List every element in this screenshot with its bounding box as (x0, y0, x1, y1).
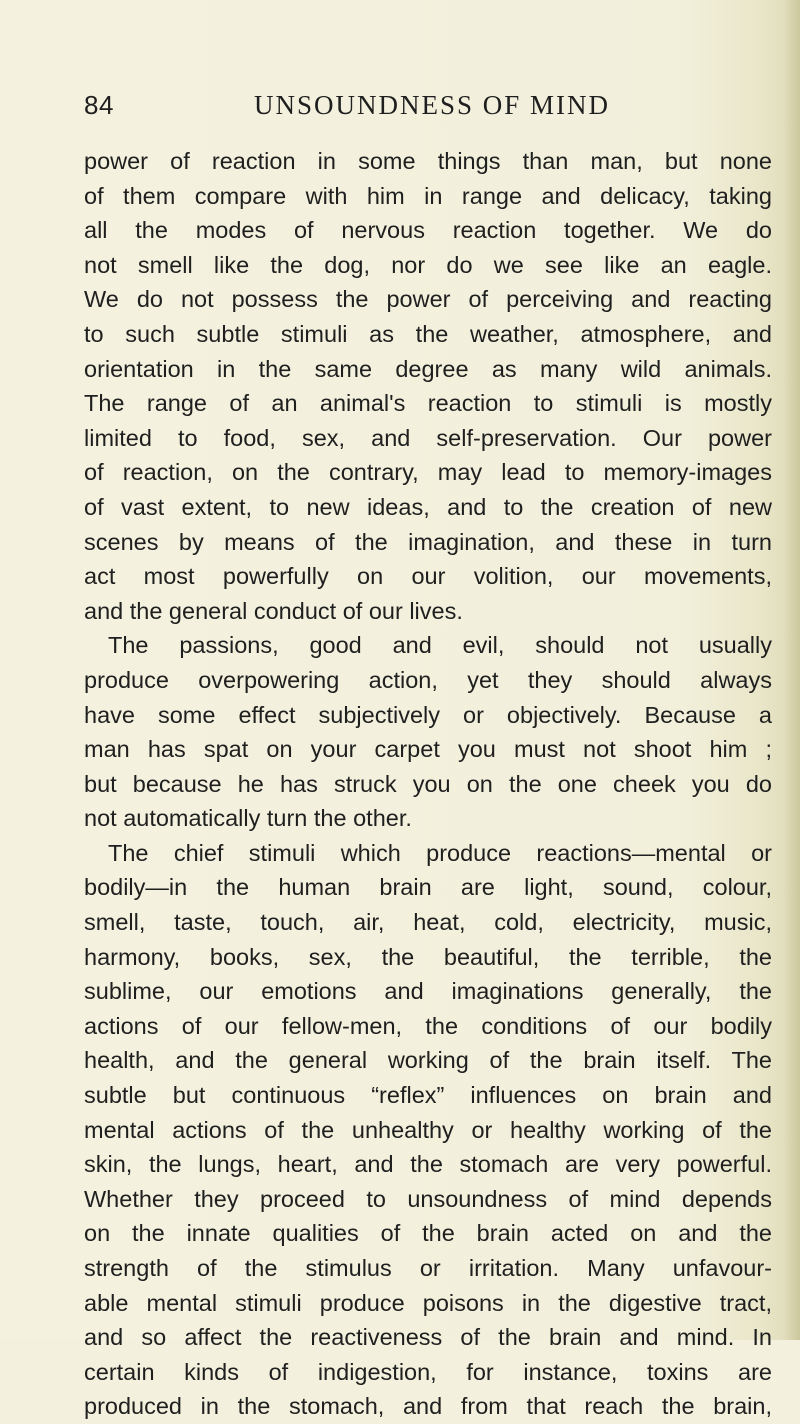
paragraph-start-line: The chief stimuli which produce reactions—mental or (108, 839, 772, 866)
text-line: subtle but continuous “reflex” influences on brain and (84, 1082, 772, 1109)
paragraph-start-line: The passions, good and evil, should not usually (108, 632, 772, 659)
text-line: of vast extent, to new ideas, and to the creation of new (84, 493, 772, 520)
text-line: We do not possess the power of perceiving and reacting (84, 286, 772, 313)
text-line: limited to food, sex, and self-preservation. Our power (84, 424, 772, 451)
text-line: of reaction, on the contrary, may lead to memory-images (84, 459, 772, 486)
text-line: have some effect subjectively or objectively. Because a (84, 701, 772, 728)
text-line: on the innate qualities of the brain acted on and the (84, 1220, 772, 1247)
text-line: and so affect the reactiveness of the brain and mind. In (84, 1324, 772, 1351)
text-line: bodily—in the human brain are light, sound, colour, (84, 874, 772, 901)
text-line: sublime, our emotions and imaginations generally, the (84, 978, 772, 1005)
text-line: smell, taste, touch, air, heat, cold, electricity, music, (84, 909, 772, 936)
text-line: all the modes of nervous reaction together. We do (84, 217, 772, 244)
page-header (84, 90, 694, 130)
text-line: harmony, books, sex, the beautiful, the terrible, the (84, 943, 772, 970)
text-line: power of reaction in some things than man, but none (84, 148, 772, 174)
text-line: man has spat on your carpet you must not shoot him ; (84, 736, 772, 763)
text-line: certain kinds of indigestion, for instance, toxins are (84, 1358, 772, 1385)
page-number: 84 (84, 90, 114, 120)
text-line: actions of our fellow-men, the conditions of our bodily (84, 1012, 772, 1039)
page-edge-shadow (784, 0, 800, 1340)
body-text (84, 144, 772, 1424)
text-line: and the general conduct of our lives. (84, 597, 463, 624)
text-line: of them compare with him in range and delicacy, taking (84, 182, 772, 209)
text-line: mental actions of the unhealthy or healthy working of the (84, 1116, 772, 1143)
text-line: Whether they proceed to unsoundness of mind depends (84, 1185, 772, 1212)
text-line: The range of an animal's reaction to stimuli is mostly (84, 390, 772, 417)
text-line: health, and the general working of the brain itself. The (84, 1047, 772, 1074)
text-line: able mental stimuli produce poisons in the digestive tract, (84, 1289, 772, 1316)
text-line: scenes by means of the imagination, and these in turn (84, 528, 772, 555)
text-line: strength of the stimulus or irritation. Many unfavour- (84, 1255, 772, 1281)
text-line: to such subtle stimuli as the weather, atmosphere, and (84, 320, 772, 347)
running-head: UNSOUNDNESS OF MIND (254, 90, 611, 120)
text-line: but because he has struck you on the one cheek you do (84, 770, 772, 797)
text-line: produced in the stomach, and from that reach the brain, (84, 1393, 772, 1420)
text-line: orientation in the same degree as many wild animals. (84, 355, 772, 382)
text-line: produce overpowering action, yet they should always (84, 666, 772, 693)
text-line: skin, the lungs, heart, and the stomach are very powerful. (84, 1151, 772, 1178)
text-line: not smell like the dog, nor do we see like an eagle. (84, 251, 772, 278)
text-line: not automatically turn the other. (84, 805, 412, 832)
text-line: act most powerfully on our volition, our movements, (84, 563, 772, 590)
